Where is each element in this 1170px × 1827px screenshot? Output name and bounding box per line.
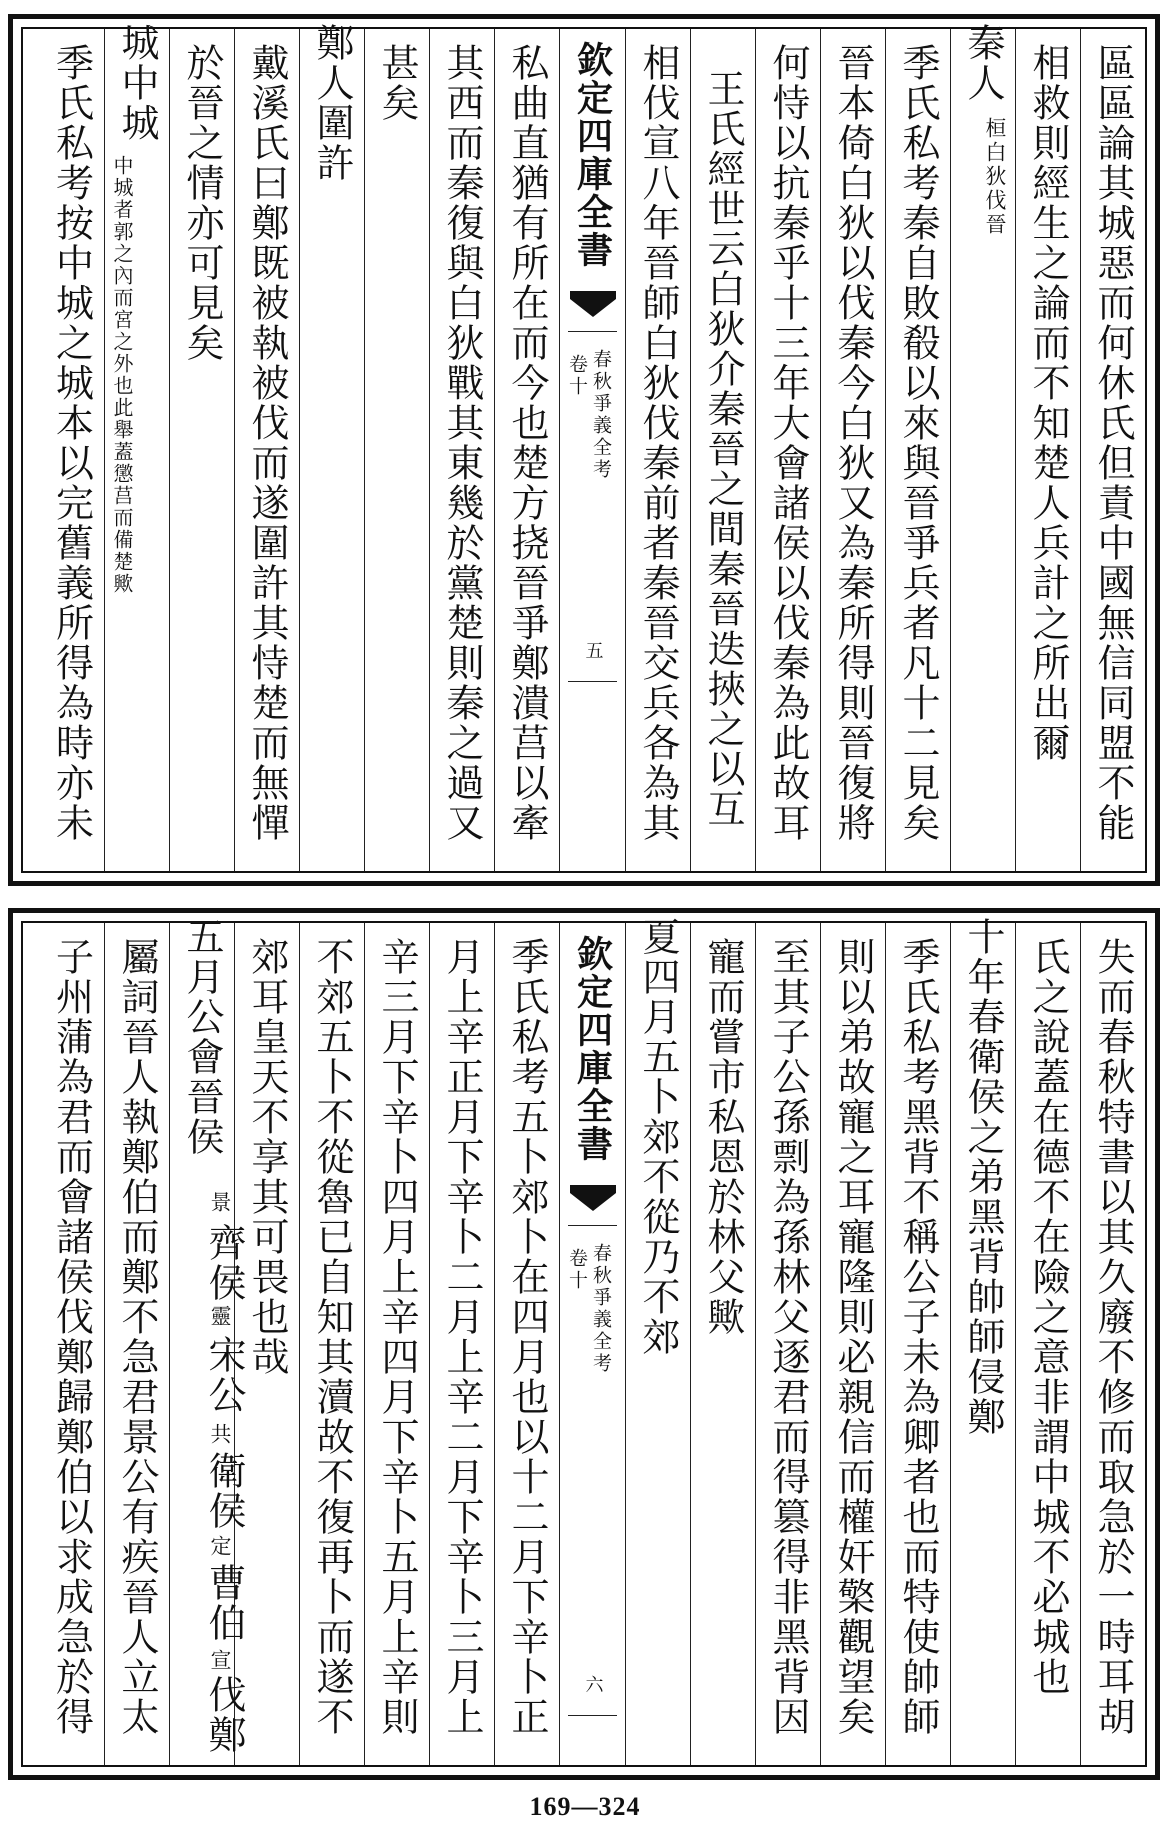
fold-divider bbox=[568, 331, 617, 332]
text-column: 秦人 桓白狄伐晉 bbox=[950, 29, 1015, 871]
text-column: 於晉之情亦可見矣 bbox=[169, 29, 234, 871]
text-column: 相伐宣八年晉師白狄伐秦前者秦晉交兵各為其 bbox=[625, 29, 690, 871]
fold-divider bbox=[568, 1715, 617, 1716]
text-column: 何恃以抗秦乎十三年大會諸侯以伐秦為此故耳 bbox=[755, 29, 820, 871]
text-column: 失而春秋特書以其久廢不修而取急於一時耳胡 bbox=[1080, 923, 1145, 1765]
text-column: 相救則經生之論而不知楚人兵計之所出爾 bbox=[1015, 29, 1080, 871]
bottom-page-frame bbox=[21, 917, 1147, 1767]
annotation-note: 共 bbox=[208, 1423, 232, 1447]
text-column: 夏四月五卜郊不從乃不郊 bbox=[625, 923, 690, 1765]
text-column: 季氏私考按中城之城本以完舊義所得為時亦未 bbox=[49, 43, 94, 843]
book-name: 春秋爭義全考 bbox=[590, 349, 612, 481]
fish-tail-mark-icon bbox=[570, 1185, 616, 1225]
text-column: 郊耳皇天不享其可畏也哉 bbox=[234, 923, 299, 1765]
annotation-note: 定 bbox=[208, 1535, 232, 1559]
bottom-columns bbox=[23, 917, 1145, 1765]
text-column: 甚矣 bbox=[364, 29, 429, 871]
annotation-note: 宣 bbox=[208, 1649, 232, 1673]
center-fold-column bbox=[559, 29, 625, 871]
annotation-note: 桓白狄伐晉 bbox=[983, 117, 1007, 237]
text-column: 氏之說蓋在德不在險之意非謂中城不必城也 bbox=[1015, 923, 1080, 1765]
text-column: 季氏私考五卜郊卜在四月也以十二月下辛卜正 bbox=[494, 923, 559, 1765]
text-column: 私曲直猶有所在而今也楚方挠晉爭鄭潰莒以牽 bbox=[494, 29, 559, 871]
annotation-note: 中城者郭之內而宮之外也此舉蓋懲莒而備楚歟 bbox=[110, 155, 134, 595]
text-column: 區區論其城惡而何休氏但責中國無信同盟不能 bbox=[1080, 29, 1145, 871]
text-column: 屬詞晉人執鄭伯而鄭不急君景公有疾晉人立太 bbox=[104, 923, 169, 1765]
annotation-note: 景 bbox=[208, 1191, 232, 1215]
text-column: 季氏私考秦自敗殽以來與晉爭兵者凡十二見矣 bbox=[885, 29, 950, 871]
top-page bbox=[8, 14, 1160, 886]
text-column: 晉本倚白狄以伐秦今白狄又為秦所得則晉復將 bbox=[820, 29, 885, 871]
text-column: 戴溪氏曰鄭既被執被伐而遂圍許其恃楚而無憚 bbox=[234, 29, 299, 871]
book-title: 欽定四庫全書 bbox=[571, 935, 614, 1163]
text-column: 季氏私考黑背不稱公子未為卿者也而特使帥師 bbox=[885, 923, 950, 1765]
text-column: 至其子公孫剽為孫林父逐君而得篡得非黑背因 bbox=[755, 923, 820, 1765]
text-column: 其西而秦復與白狄戰其東幾於黨楚則秦之過又 bbox=[429, 29, 494, 871]
text-column: 不郊五卜不從魯已自知其瀆故不復再卜而遂不 bbox=[299, 923, 364, 1765]
top-columns bbox=[23, 23, 1145, 871]
volume-label: 卷十 bbox=[566, 1248, 588, 1292]
text-column: 十年春衛侯之弟黑背帥師侵鄭 bbox=[950, 923, 1015, 1765]
text-column: 城中城 中城者郭之內而宮之外也此舉蓋懲莒而備楚歟 bbox=[104, 29, 169, 871]
text-column: 寵而嘗市私恩於林父歟 bbox=[690, 923, 755, 1765]
fold-divider bbox=[568, 1225, 617, 1226]
book-name: 春秋爭義全考 bbox=[590, 1243, 612, 1375]
book-title: 欽定四庫全書 bbox=[571, 41, 614, 269]
volume-label: 卷十 bbox=[566, 354, 588, 398]
annotation-note: 靈 bbox=[208, 1305, 232, 1329]
footer-page-code: 169—324 bbox=[529, 1792, 641, 1821]
top-page-frame bbox=[21, 23, 1147, 873]
fish-tail-mark-icon bbox=[570, 291, 616, 331]
text-column: 五月公會晉侯 景 齊侯 靈 宋公 共 衛侯 定 曹伯 宣 伐鄭 bbox=[169, 923, 234, 1765]
center-fold-column bbox=[559, 923, 625, 1765]
page-number: 六 bbox=[582, 1675, 604, 1693]
page-number: 五 bbox=[582, 641, 604, 659]
bottom-page bbox=[8, 908, 1160, 1780]
text-column: 鄭人圍許 bbox=[299, 29, 364, 871]
text-column: 王氏經世云白狄介秦晉之間秦晉迭挾之以互 bbox=[690, 29, 755, 871]
text-column: 則以弟故寵之耳寵隆則必親信而權奸檠觀望矣 bbox=[820, 923, 885, 1765]
text-column: 子州蒲為君而會諸侯伐鄭歸鄭伯以求成急於得 bbox=[49, 937, 94, 1737]
text-column: 辛三月下辛卜四月上辛四月下辛卜五月上辛則 bbox=[364, 923, 429, 1765]
text-column: 月上辛正月下辛卜二月上辛二月下辛卜三月上 bbox=[429, 923, 494, 1765]
fold-divider bbox=[568, 681, 617, 682]
